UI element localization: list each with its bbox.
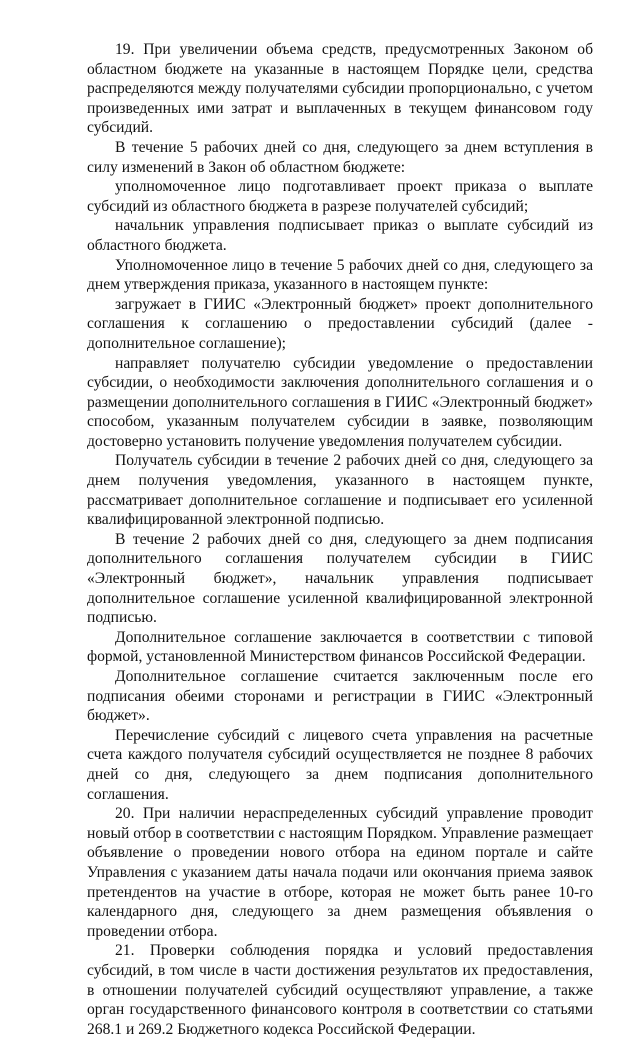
paragraph-agreement-concluded: Дополнительное соглашение считается заключенным после его подписания обеими сторонами и регистрации в ГИИС «Электронный бюджет». [87, 668, 593, 725]
paragraph-upload-agreement: загружает в ГИИС «Электронный бюджет» проект дополнительного соглашения к соглашению о предоставлении субсидий (далее - дополнительное соглашение); [87, 295, 593, 352]
document-body [87, 40, 593, 1039]
paragraph-21: 21. Проверки соблюдения порядка и условий предоставления субсидий, в том числе в части достижения результатов их предоставления, в отношении получателей субсидий осуществляют управление, а также орган государственного финансового контроля в соответствии со статьями 268.1 и 269.2 Бюджетного кодекса Российской Федерации. [87, 942, 593, 1038]
paragraph-head-signs: В течение 2 рабочих дней со дня, следующего за днем подписания дополнительного соглашения получателем субсидии в ГИИС «Электронный бюджет», начальник управления подписывает дополнительное соглашение усиленной квалифицированной электронной подписью. [87, 530, 593, 627]
paragraph-20: 20. При наличии нераспределенных субсидий управление проводит новый отбор в соответствии с настоящим Порядком. Управление размещает объявление о проведении нового отбора на едином портале и сайте Управления с указанием даты начала подачи или окончания приема заявок претендентов на участие в отборе, которая не может быть ранее 10-го календарного дня, следующего за днем размещения объявления о проведении отбора. [87, 805, 593, 940]
paragraph-sign-order: начальник управления подписывает приказ о выплате субсидий из областного бюджета. [87, 217, 593, 254]
paragraph-recipient-signs: Получатель субсидии в течение 2 рабочих дней со дня, следующего за днем получения уведомления, указанного в настоящем пункте, рассматривает дополнительное соглашение и подписывает его усиленной квалифицированной электронной подписью. [87, 452, 593, 529]
paragraph-deadline-5-days: В течение 5 рабочих дней со дня, следующего за днем вступления в силу изменений в Закон об областном бюджете: [87, 138, 593, 176]
paragraph-standard-form: Дополнительное соглашение заключается в соответствии с типовой формой, установленной Министерством финансов Российской Федерации. [87, 628, 593, 666]
paragraph-transfer: Перечисление субсидий с лицевого счета управления на расчетные счета каждого получателя субсидий осуществляется не позднее 8 рабочих дней со дня, следующего за днем подписания дополнительного соглашения. [87, 726, 593, 803]
paragraph-draft-order: уполномоченное лицо подготавливает проект приказа о выплате субсидий из областного бюджета в разрезе получателей субсидий; [87, 178, 593, 215]
paragraph-send-notice: направляет получателю субсидии уведомление о предоставлении субсидии, о необходимости заключения дополнительного соглашения и о размещении дополнительного соглашения в ГИИС «Электронный бюджет» способом, указанным получателем субсидии в заявке, позволяющим достоверно установить получение уведомления получателем субсидии. [87, 354, 593, 450]
paragraph-authorized-person: Уполномоченное лицо в течение 5 рабочих дней со дня, следующего за днем утверждения приказа, указанного в настоящем пункте: [87, 256, 593, 294]
paragraph-19: 19. При увеличении объема средств, предусмотренных Законом об областном бюджете на указанные в настоящем Порядке цели, средства распределяются между получателями субсидии пропорционально, с учетом произведенных ими затрат и выплаченных в текущем финансовом году субсидий. [87, 41, 593, 137]
